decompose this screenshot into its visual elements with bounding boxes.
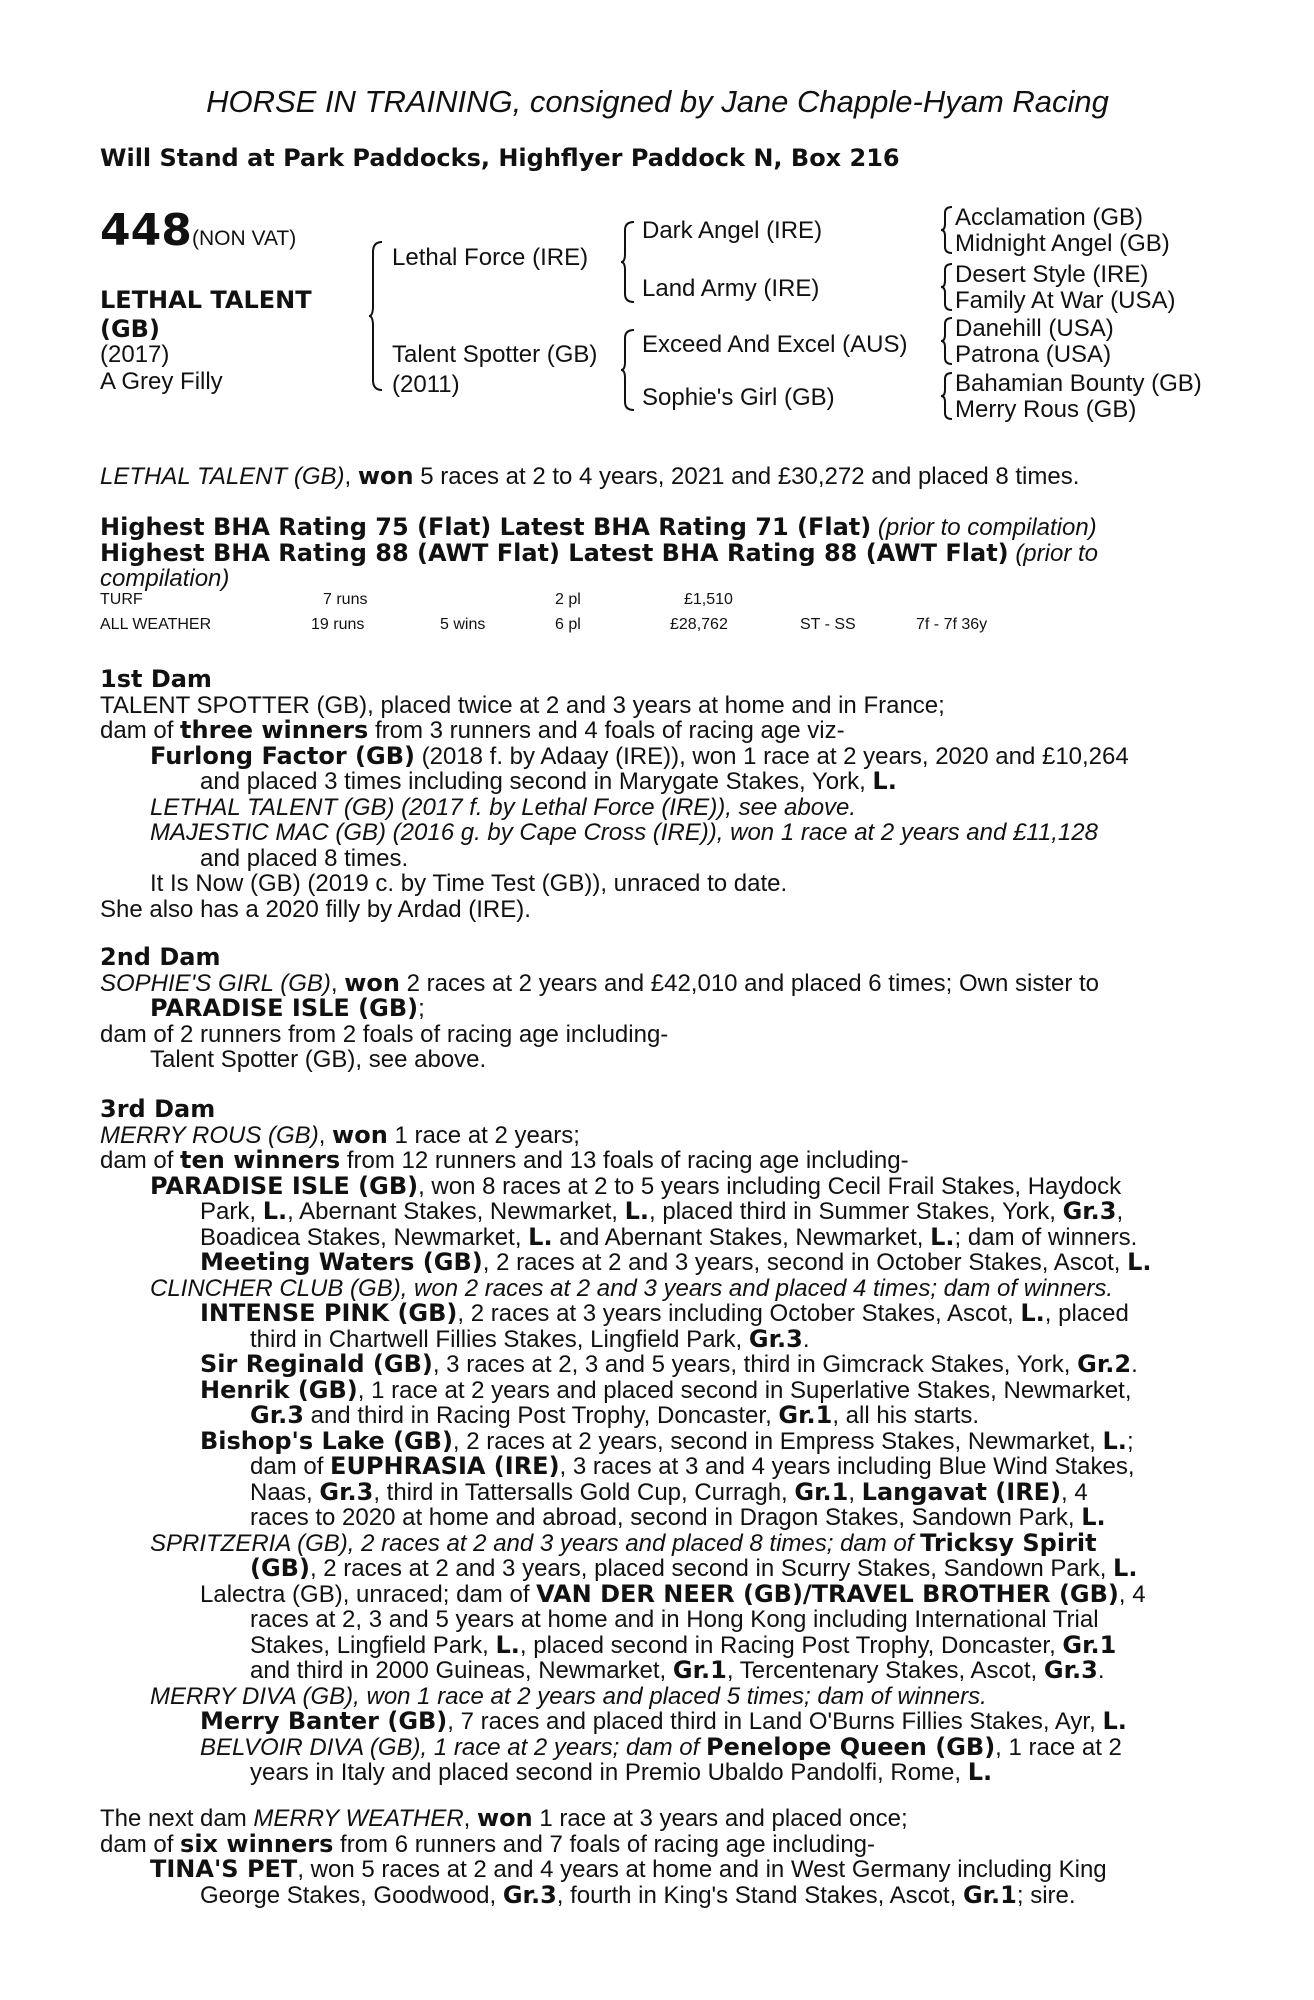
summary-rest: 5 races at 2 to 4 years, 2021 and £30,272 and placed 8 times. [413,463,1080,490]
produce-bishops-lake [100,1426,1205,1455]
rating-note1: (prior to compilation) [877,514,1097,541]
horse-name: VAN DER NEER (GB)/TRAVEL BROTHER (GB) [536,1579,1119,1608]
race-grade: Gr.2 [1077,1350,1132,1378]
third-dam-heading: 3rd Dam [100,1095,216,1123]
text: , 4 [1118,1580,1146,1608]
produce-belvoir-diva [100,1732,1205,1761]
pedigree-brace-dam [620,328,636,412]
text: from 6 runners and 7 foals of racing age including- [333,1830,876,1858]
winners-count: ten winners [180,1146,341,1174]
horse-name: Meeting Waters (GB) [200,1248,483,1276]
text: dam of [100,1147,181,1174]
lot-number: 448 [100,205,192,256]
horse-name: Penelope Queen (GB) [705,1732,996,1761]
pedigree-brace-g2 [940,262,954,312]
race-grade: Gr.3 [1043,1656,1098,1684]
text: , won 5 races at 2 and 4 years at home and in West Germany including King [297,1856,1107,1883]
won-label: won [344,968,400,997]
catalogue-title: HORSE IN TRAINING, consigned by Jane Chapple-Hyam Racing [206,84,1109,119]
record-turf-label: TURF [100,591,143,608]
race-grade: Gr.1 [672,1656,727,1684]
text: Boadicea Stakes, Newmarket, [200,1223,529,1251]
text: Naas, [250,1478,320,1506]
text: George Stakes, Goodwood, [200,1881,503,1909]
horse-name: Merry Banter (GB) [200,1707,448,1735]
pedigree-gen3-1: Acclamation (GB) [955,204,1144,231]
rating-note2-cont: compilation) [100,565,230,592]
text: , [848,1478,862,1506]
text: , [318,1121,333,1149]
first-dam-heading: 1st Dam [100,665,212,693]
pedigree-brace-g3 [940,316,954,366]
second-dam-section [100,945,1205,1073]
pedigree-gen3-2: Midnight Angel (GB) [955,230,1170,257]
first-dam-produce-line [100,718,1205,744]
pedigree-dam-sire: Exceed And Excel (AUS) [642,331,908,358]
race-grade: L. [1127,1248,1152,1276]
winners-count: three winners [180,716,369,744]
produce-majestic-mac-cont: and placed 8 times. [200,844,409,872]
rating-line2: Highest BHA Rating 88 (AWT Flat) Latest BHA Rating 88 (AWT Flat) [100,538,1009,567]
race-grade: L. [1020,1299,1045,1327]
horse-name: TINA'S PET [150,1855,298,1883]
race-grade: Gr.1 [778,1401,833,1429]
produce-spritzeria [100,1528,1205,1557]
record-turf-runs: 7 runs [323,591,368,608]
race-grade: L. [528,1222,553,1251]
text: , placed [1044,1300,1129,1327]
text: and placed 3 times including second in Marygate Stakes, York, [200,768,873,795]
record-aw-wins: 5 wins [440,616,486,633]
pedigree-sire: Lethal Force (IRE) [392,244,589,271]
text: , 2 races at 2 years, second in Empress Stakes, Newmarket, [452,1427,1103,1455]
stand-location: Will Stand at Park Paddocks, Highflyer Paddock N, Box 216 [100,144,900,172]
third-dam-section [100,1097,1205,1786]
text: . [1097,1657,1105,1684]
next-dam-name: MERRY WEATHER [253,1805,464,1832]
horse-name-line1: LETHAL TALENT [100,286,312,314]
pedigree-sire-dam: Land Army (IRE) [642,275,820,302]
text: dam of [250,1453,331,1480]
race-grade: L. [967,1758,993,1786]
rating-block [100,515,1205,592]
first-dam-line: TALENT SPOTTER (GB), placed twice at 2 and 3 years at home and in France; [100,691,945,719]
produce-intense-pink [100,1301,1205,1327]
pedigree-gen3-7: Bahamian Bounty (GB) [955,370,1202,397]
text: Stakes, Lingfield Park, [250,1631,496,1659]
rating-line1: Highest BHA Rating 75 (Flat) Latest BHA Rating 71 (Flat) [100,513,872,541]
pedigree-brace-g4 [940,371,954,421]
text: ; [1126,1427,1134,1455]
text: races at 2, 3 and 5 years at home and in Hong Kong including International Trial [250,1606,1099,1633]
pedigree-gen3-5: Danehill (USA) [955,315,1114,342]
horse-description: A Grey Filly [100,368,223,395]
text: 1 race at 3 years and placed once; [532,1805,908,1832]
pedigree-dam: Talent Spotter (GB) [392,341,598,368]
produce-furlong-factor-cont [100,769,1205,795]
text: , fourth in King's Stand Stakes, Ascot, [556,1881,963,1909]
produce-sir-reginald [100,1352,1205,1378]
race-grade: L. [872,767,897,795]
text: , [330,969,345,997]
horse-name: PARADISE ISLE (GB) [150,994,419,1022]
text: , 7 races and placed third in Land O'Burns Fillies Stakes, Ayr, [447,1708,1103,1735]
text: (2018 f. by Adaay (IRE)), won 1 race at 2 years, 2020 and £10,264 [414,742,1129,770]
text: . [1131,1351,1138,1378]
produce-lalectra [100,1579,1205,1608]
text: , 1 race at 2 [995,1733,1122,1761]
horse-name: Langavat (IRE) [861,1477,1062,1506]
horse-name: (GB) [250,1554,310,1582]
text: , placed second in Racing Post Trophy, Doncaster, [519,1631,1063,1659]
text: , 1 race at 2 years and placed second in Superlative Stakes, Newmarket, [357,1376,1132,1404]
race-grade: Gr.1 [794,1477,849,1506]
race-grade: Gr.3 [748,1324,803,1353]
pedigree-gen3-6: Patrona (USA) [955,341,1112,368]
race-grade: L. [1102,1707,1127,1735]
text: races to 2020 at home and abroad, second in Dragon Stakes, Sandown Park, [250,1504,1082,1531]
text: , third in Tattersalls Gold Cup, Curragh, [373,1478,795,1506]
pedigree-gen3-3: Desert Style (IRE) [955,261,1149,288]
race-grade: Gr.3 [1062,1197,1117,1225]
pedigree-gen3-4: Family At War (USA) [955,287,1176,314]
produce-lethal-talent: LETHAL TALENT (GB) (2017 f. by Lethal Force (IRE)), see above. [150,793,857,821]
horse-name: Bishop's Lake (GB) [200,1426,453,1455]
text: . [802,1325,810,1353]
text: dam of [100,717,181,744]
record-aw-distance: 7f - 7f 36y [916,616,988,633]
produce-it-is-now: It Is Now (GB) (2019 c. by Time Test (GB)), unraced to date. [150,870,788,897]
text: and third in 2000 Guineas, Newmarket, [250,1657,673,1684]
next-dam-section [100,1806,1205,1908]
summary-name: LETHAL TALENT (GB) [100,463,345,490]
text: , 3 races at 2, 3 and 5 years, third in Gimcrack Stakes, York, [432,1351,1078,1378]
second-dam-name: SOPHIE'S GIRL (GB) [100,969,331,997]
produce-merry-banter [100,1709,1205,1735]
produce-furlong-factor [100,741,1205,770]
text: Park, [200,1198,263,1225]
text: , won 8 races at 2 to 5 years including Cecil Frail Stakes, Haydock [418,1172,1122,1200]
race-summary: LETHAL TALENT (GB), won 5 races at 2 to 4 years, 2021 and £30,272 and placed 8 times. [100,462,1080,490]
race-grade: Gr.3 [250,1401,304,1429]
produce-talent-spotter: Talent Spotter (GB), see above. [150,1046,487,1073]
race-grade: L. [1113,1554,1138,1582]
third-dam-name: MERRY ROUS (GB) [100,1121,319,1149]
text: , 2 races at 2 and 3 years, second in October Stakes, Ascot, [482,1249,1128,1276]
pedigree-brace-gen1 [368,240,384,392]
race-grade: Gr.3 [502,1880,557,1909]
text: , Tercentenary Stakes, Ascot, [726,1657,1044,1684]
race-grade: Gr.1 [962,1880,1017,1909]
horse-name [100,286,312,344]
horse-name: Henrik (GB) [200,1375,358,1404]
text: from 3 runners and 4 foals of racing age viz- [368,717,845,744]
text: The next dam [100,1805,254,1832]
pedigree-sire-sire: Dark Angel (IRE) [642,217,823,244]
produce-tinas-pet [100,1857,1205,1883]
record-aw-money: £28,762 [670,616,728,633]
text: , Abernant Stakes, Newmarket, [287,1198,625,1225]
pedigree-gen3-8: Merry Rous (GB) [955,396,1137,423]
horse-name: EUPHRASIA (IRE) [330,1452,560,1480]
produce-2020-filly: She also has a 2020 filly by Ardad (IRE). [100,895,531,923]
race-grade: L. [1102,1426,1127,1455]
pedigree-brace-g1 [940,205,954,255]
winners-count: six winners [180,1829,334,1858]
produce-henrik [100,1375,1205,1404]
race-grade: Gr.1 [1062,1630,1117,1659]
record-turf-money: £1,510 [684,591,733,608]
text: , 4 [1061,1478,1088,1506]
text: dam of [100,1830,181,1858]
text: , 3 races at 3 and 4 years including Blue Wind Stakes, [559,1453,1135,1480]
text: Lalectra (GB), unraced; dam of [200,1580,537,1608]
record-aw-going: ST - SS [800,616,856,633]
text: , 2 races at 3 years including October Stakes, Ascot, [457,1300,1021,1327]
record-aw-label: ALL WEATHER [100,616,212,633]
horse-name: Sir Reginald (GB) [200,1350,433,1378]
race-grade: L. [1081,1503,1106,1531]
race-grade: L. [495,1630,520,1659]
produce-merry-diva: MERRY DIVA (GB), won 1 race at 2 years and placed 5 times; dam of winners. [150,1682,987,1710]
horse-name: INTENSE PINK (GB) [200,1299,458,1327]
summary-won: won [357,462,414,490]
text: 2 races at 2 years and £42,010 and placed 6 times; Own sister to [399,969,1100,997]
produce-majestic-mac: MAJESTIC MAC (GB) (2016 g. by Cape Cross (IRE)), won 1 race at 2 years and £11,128 [150,819,1098,846]
first-dam-section [100,667,1205,922]
rating-note2: (prior to [1015,539,1098,567]
record-aw-runs: 19 runs [311,616,365,633]
vat-status: (NON VAT) [192,227,297,250]
text: ; [418,995,425,1022]
produce-meeting-waters [100,1250,1205,1276]
text: ; dam of winners. [954,1223,1138,1251]
horse-name-line2: (GB) [100,315,160,343]
horse-name: Tricksy Spirit [920,1528,1097,1557]
text: third in Chartwell Fillies Stakes, Lingfield Park, [250,1325,749,1353]
pedigree-brace-sire [620,220,636,304]
horse-year: (2017) [100,341,170,368]
produce-clincher-club: CLINCHER CLUB (GB), won 2 races at 2 and 3 years and placed 4 times; dam of winners. [150,1274,1114,1302]
record-turf-pl: 2 pl [555,591,581,608]
text: , [463,1805,477,1832]
produce-paradise-isle [100,1171,1205,1200]
race-grade: L. [930,1222,955,1251]
race-grade: Gr.3 [319,1477,374,1506]
text: , placed third in Summer Stakes, York, [649,1198,1063,1225]
text: , 2 races at 2 and 3 years, placed second in Scurry Stakes, Sandown Park, [309,1555,1114,1582]
horse-name: PARADISE ISLE (GB) [150,1171,419,1200]
won-label: won [477,1804,533,1832]
text: years in Italy and placed second in Premio Ubaldo Pandolfi, Rome, [250,1759,968,1786]
text: BELVOIR DIVA (GB), 1 race at 2 years; dam of [200,1733,706,1761]
text: ; sire. [1016,1881,1076,1909]
text: and Abernant Stakes, Newmarket, [552,1223,931,1251]
text: , all his starts. [832,1402,980,1429]
second-dam-heading: 2nd Dam [100,943,221,971]
won-label: won [332,1120,388,1149]
horse-name: Furlong Factor (GB) [150,741,415,770]
pedigree-dam-dam: Sophie's Girl (GB) [642,384,835,411]
text: , [1116,1198,1124,1225]
text: from 12 runners and 13 foals of racing age including- [340,1147,909,1174]
text: and third in Racing Post Trophy, Doncaster, [303,1402,779,1429]
pedigree-dam-year: (2011) [392,371,460,398]
text: 1 race at 2 years; [387,1121,580,1149]
text: SPRITZERIA (GB), 2 races at 2 and 3 years and placed 8 times; dam of [150,1529,921,1557]
race-grade: L. [624,1197,650,1225]
record-aw-pl: 6 pl [555,616,581,633]
second-dam-produce: dam of 2 runners from 2 foals of racing age including- [100,1020,669,1048]
race-grade: L. [262,1197,288,1225]
